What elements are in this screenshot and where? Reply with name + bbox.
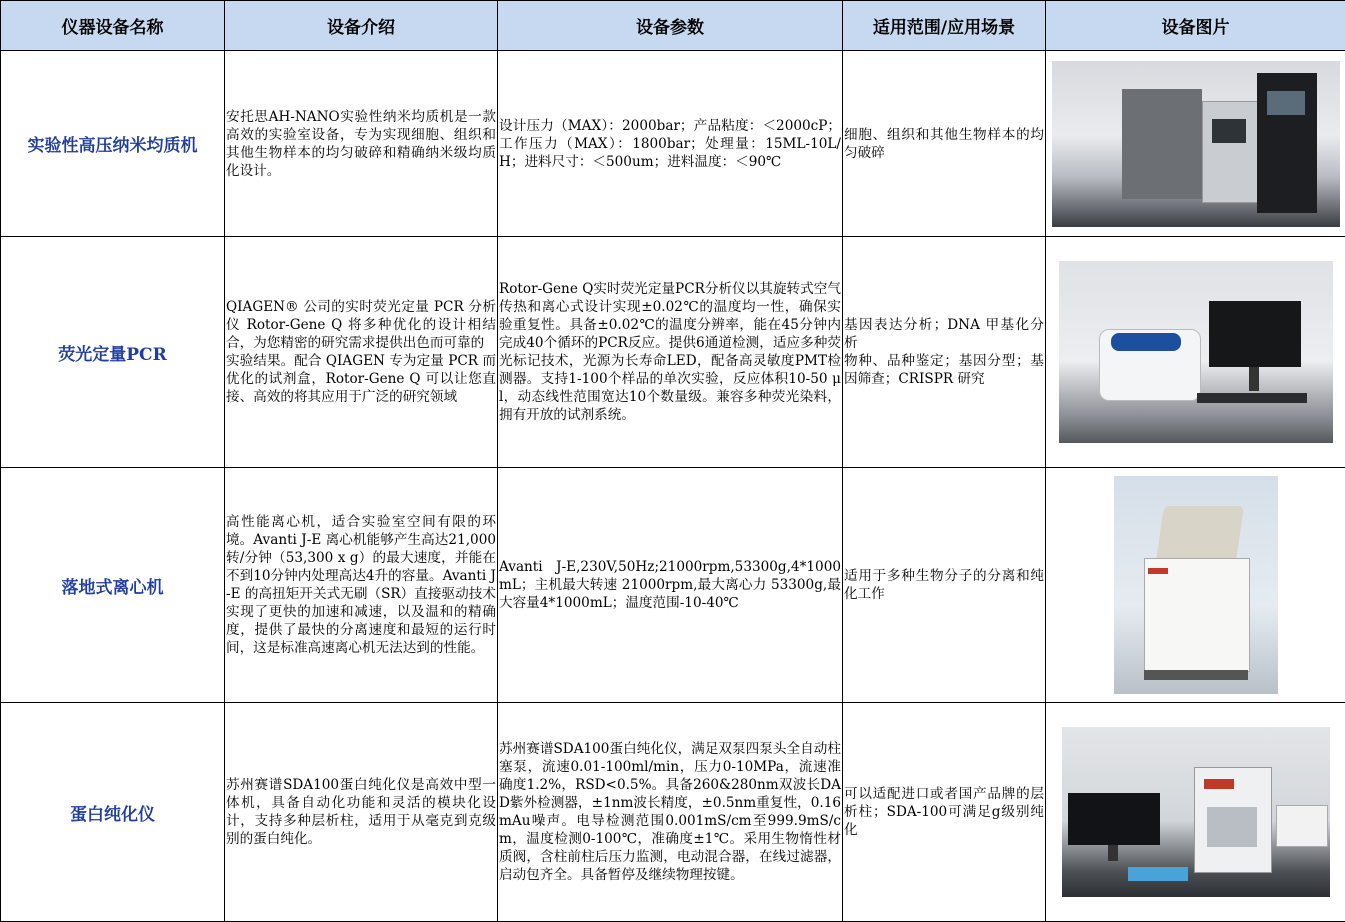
equipment-params: 设计压力（MAX）：2000bar；产品粘度：＜2000cP；工作压力（MAX）：1800bar；处理量：15ML-10L/H；进料尺寸：＜500um；进料温度：＜90℃: [498, 51, 843, 237]
pcr-instrument-photo: [1059, 261, 1333, 443]
equipment-scope: 可以适配进口或者国产品牌的层析柱；SDA-100可满足g级别纯化: [843, 703, 1046, 922]
protein-purifier-photo: [1062, 727, 1330, 897]
table-row: [1, 237, 1345, 468]
homogenizer-photo: [1052, 61, 1340, 227]
equipment-name: 荧光定量PCR: [1, 237, 225, 468]
equipment-params: Avanti J-E,230V,50Hz;21000rpm,53300g,4*1000mL；主机最大转速 21000rpm,最大离心力 53300g,最大容量4*1000mL；温度范围-10-40℃: [498, 468, 843, 703]
equipment-name: 落地式离心机: [1, 468, 225, 703]
header-row: [1, 1, 1345, 51]
equipment-params: 苏州赛谱SDA100蛋白纯化仪，满足双泵四泵头全自动柱塞泵，流速0.01-100ml/min，压力0-10MPa，流速准确度1.2%，RSD<0.5%。具备260&280nm双波长DAD紫外检测器，±1nm波长精度，±0.5nm重复性，0.16mAu噪声。电导检测范围0.001mS/cm至999.9mS/cm，温度检测0-100℃，准确度±1℃。采用生物惰性材质阀，含柱前柱后压力监测，电动混合器，在线过滤器，启动包齐全。具备暂停及继续物理按键。: [498, 703, 843, 922]
equipment-scope: 细胞、组织和其他生物样本的均匀破碎: [843, 51, 1046, 237]
equipment-intro: 安托思AH-NANO实验性纳米均质机是一款高效的实验室设备，专为实现细胞、组织和其他生物样本的均匀破碎和精确纳米级均质化设计。: [225, 51, 498, 237]
equipment-scope: 适用于多种生物分子的分离和纯化工作: [843, 468, 1046, 703]
equipment-scope: 基因表达分析；DNA 甲基化分析 物种、品种鉴定；基因分型；基因筛查；CRISPR 研究: [843, 237, 1046, 468]
equipment-params: Rotor-Gene Q实时荧光定量PCR分析仪以其旋转式空气传热和离心式设计实现±0.02℃的温度均一性，确保实验重复性。具备±0.02℃的温度分辨率，能在45分钟内完成40个循环的PCR反应。提供6通道检测，适应多种荧光标记技术，光源为长寿命LED，配备高灵敏度PMT检测器。支持1-100个样品的单次实验，反应体积10-50 μl，动态线性范围宽达10个数量级。兼容多种荧光染料，拥有开放的试剂系统。: [498, 237, 843, 468]
table-row: [1, 51, 1345, 237]
header-intro: 设备介绍: [225, 1, 498, 51]
equipment-name: 实验性高压纳米均质机: [1, 51, 225, 237]
equipment-image-cell: [1046, 703, 1345, 922]
header-name: 仪器设备名称: [1, 1, 225, 51]
equipment-intro: QIAGEN® 公司的实时荧光定量 PCR 分析仪 Rotor-Gene Q 将多种优化的设计相结合，为您精密的研究需求提供出色而可靠的 实验结果。配合 QIAGEN 专为定量 PCR 而优化的试剂盒，Rotor-Gene Q 可以让您直接、高效的将其应用于广泛的研究领域: [225, 237, 498, 468]
header-scope: 适用范围/应用场景: [843, 1, 1046, 51]
table-row: [1, 468, 1345, 703]
table-row: [1, 703, 1345, 922]
equipment-name: 蛋白纯化仪: [1, 703, 225, 922]
equipment-intro: 高性能离心机，适合实验室空间有限的环境。Avanti J-E 离心机能够产生高达21,000转/分钟（53,300 x g）的最大速度，并能在不到10分钟内处理高达4升的容量。Avanti J-E 的高扭矩开关式无刷（SR）直接驱动技术实现了更快的加速和减速，以及温和的精确度，提供了最快的分离速度和最短的运行时间，这是标准高速离心机无法达到的性能。: [225, 468, 498, 703]
header-image: 设备图片: [1046, 1, 1345, 51]
centrifuge-photo: [1114, 476, 1278, 694]
equipment-image-cell: [1046, 51, 1345, 237]
equipment-image-cell: [1046, 468, 1345, 703]
equipment-image-cell: [1046, 237, 1345, 468]
header-params: 设备参数: [498, 1, 843, 51]
equipment-intro: 苏州赛谱SDA100蛋白纯化仪是高效中型一体机，具备自动化功能和灵活的模块化设计，支持多种层析柱，适用于从毫克到克级别的蛋白纯化。: [225, 703, 498, 922]
